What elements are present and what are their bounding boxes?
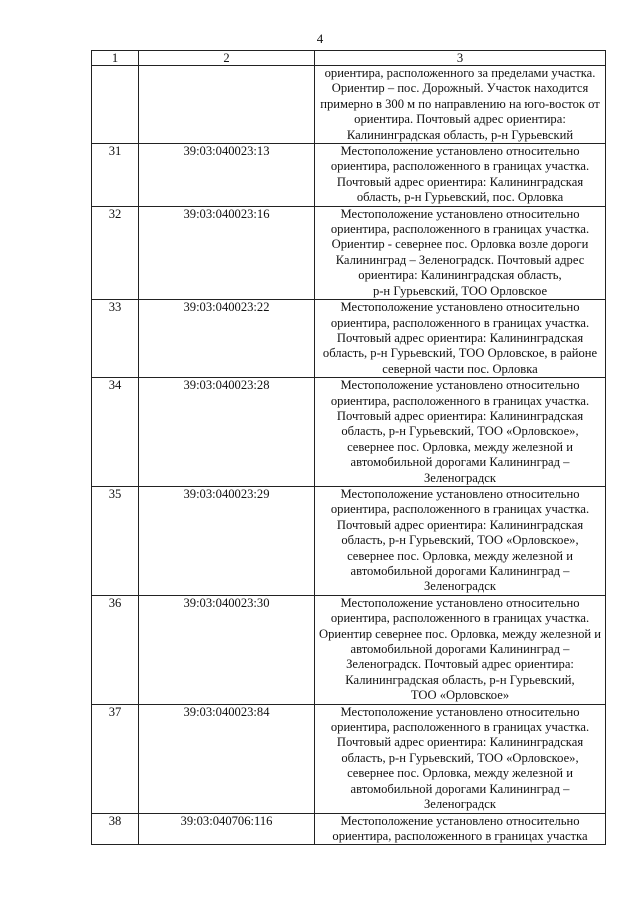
location-description: Местоположение установлено относительно ориентира, расположенного в границах участка. Почтовый адрес ориентира: Калининградская область, р-н Гурьевский, ТОО «Орловское», севернее пос. Орловка, между железной и автомобильной дорогами Калининград – Зеленоградск <box>315 704 606 813</box>
row-number: 35 <box>92 486 139 595</box>
row-number: 37 <box>92 704 139 813</box>
location-description: Местоположение установлено относительно ориентира, расположенного в границах участка. Почтовый адрес ориентира: Калининградская область, р-н Гурьевский, ТОО Орловское, в районе северной части пос. Орловка <box>315 300 606 378</box>
cadastral-number: 39:03:040706:116 <box>139 813 315 845</box>
cadastral-number: 39:03:040023:22 <box>139 300 315 378</box>
table-row <box>92 206 606 299</box>
page-number: 4 <box>316 31 324 46</box>
table-row <box>92 378 606 487</box>
location-description: Местоположение установлено относительно ориентира, расположенного в границах участка. Ориентир - севернее пос. Орловка возле дороги Калининград – Зеленоградск. Почтовый адрес ориентира: Калининградская область, р-н Гурьевский, ТОО Орловское <box>315 206 606 299</box>
row-number: 34 <box>92 378 139 487</box>
table-row <box>92 704 606 813</box>
table-row <box>92 300 606 378</box>
location-description: Местоположение установлено относительно ориентира, расположенного в границах участка. Ориентир севернее пос. Орловка, между железной и автомобильной дорогами Калининград – Зеленоградск. Почтовый адрес ориентира: Калининградская область, р-н Гурьевский, ТОО «Орловское» <box>315 595 606 704</box>
table-row <box>92 144 606 207</box>
column-header-1: 1 <box>92 51 139 66</box>
cadastral-number: 39:03:040023:13 <box>139 144 315 207</box>
row-number: 38 <box>92 813 139 845</box>
cadastral-number: 39:03:040023:16 <box>139 206 315 299</box>
location-description: ориентира, расположенного за пределами участка. Ориентир – пос. Дорожный. Участок находится примерно в 300 м по направлению на юго-восток от ориентира. Почтовый адрес ориентира: Калининградская область, р-н Гурьевский <box>315 66 606 144</box>
row-number <box>92 66 139 144</box>
table-row <box>92 595 606 704</box>
land-plots-table <box>91 50 606 845</box>
cadastral-number: 39:03:040023:84 <box>139 704 315 813</box>
row-number: 32 <box>92 206 139 299</box>
row-number: 33 <box>92 300 139 378</box>
table-row <box>92 486 606 595</box>
cadastral-number: 39:03:040023:30 <box>139 595 315 704</box>
location-description: Местоположение установлено относительно ориентира, расположенного в границах участка. Почтовый адрес ориентира: Калининградская область, р-н Гурьевский, ТОО «Орловское», севернее пос. Орловка, между железной и автомобильной дорогами Калининград – Зеленоградск <box>315 486 606 595</box>
location-description: Местоположение установлено относительно ориентира, расположенного в границах участка <box>315 813 606 845</box>
row-number: 31 <box>92 144 139 207</box>
column-header-3: 3 <box>315 51 606 66</box>
cadastral-number: 39:03:040023:28 <box>139 378 315 487</box>
column-header-2: 2 <box>139 51 315 66</box>
table-row <box>92 66 606 144</box>
table-header-row <box>92 51 606 66</box>
cadastral-number: 39:03:040023:29 <box>139 486 315 595</box>
table-row <box>92 813 606 845</box>
cadastral-number <box>139 66 315 144</box>
location-description: Местоположение установлено относительно ориентира, расположенного в границах участка. Почтовый адрес ориентира: Калининградская область, р-н Гурьевский, ТОО «Орловское», севернее пос. Орловка, между железной и автомобильной дорогами Калининград – Зеленоградск <box>315 378 606 487</box>
location-description: Местоположение установлено относительно ориентира, расположенного в границах участка. Почтовый адрес ориентира: Калининградская область, р-н Гурьевский, пос. Орловка <box>315 144 606 207</box>
row-number: 36 <box>92 595 139 704</box>
